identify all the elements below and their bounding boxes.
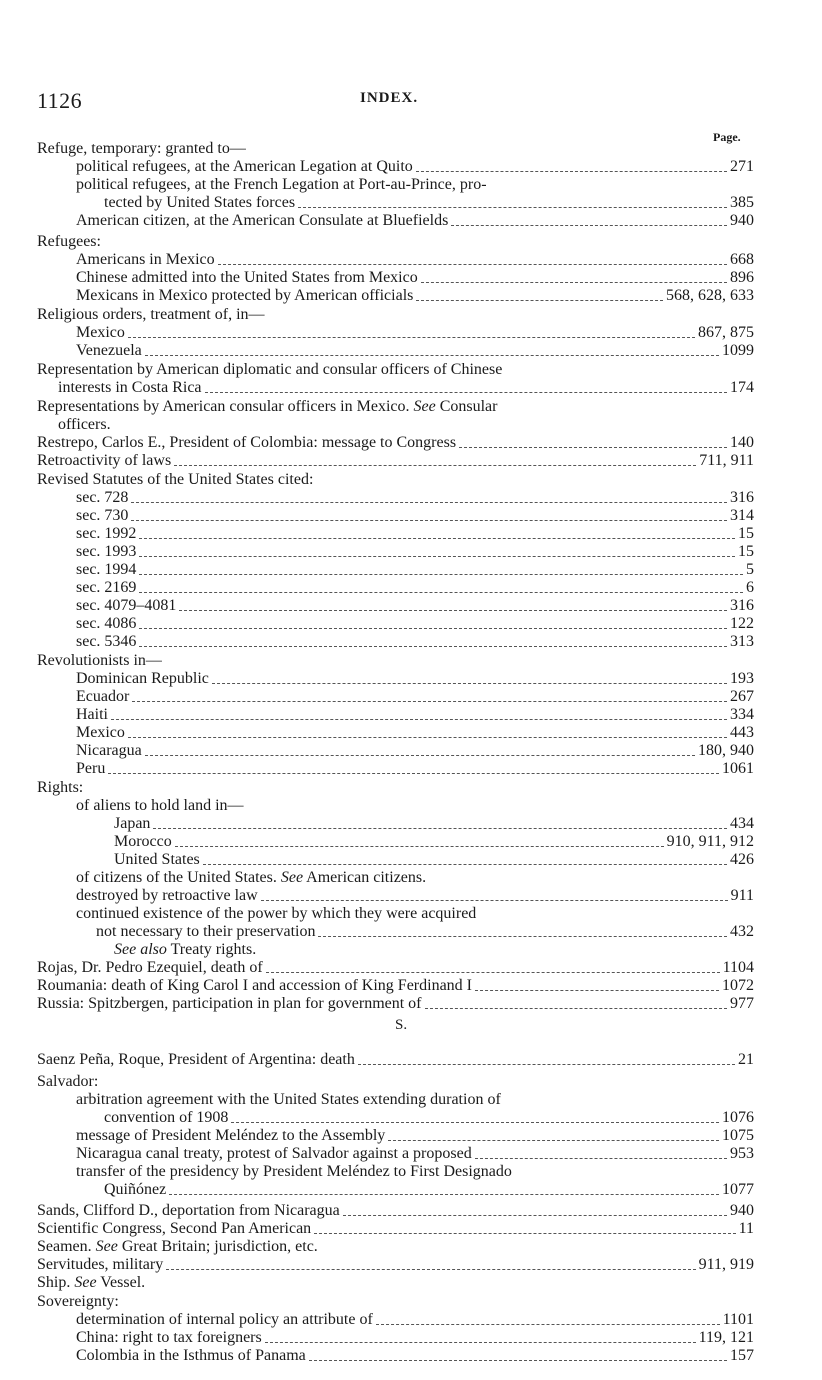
entry-text: Ecuador bbox=[76, 688, 130, 705]
entry-heading bbox=[58, 379, 202, 397]
page-reference: 1101 bbox=[722, 1311, 754, 1328]
page-reference: 180, 940 bbox=[698, 742, 754, 759]
index-entry bbox=[37, 471, 313, 489]
index-entry bbox=[58, 379, 754, 397]
dot-leader bbox=[139, 628, 727, 629]
index-entry bbox=[114, 851, 754, 869]
page-reference: 15 bbox=[738, 543, 754, 560]
index-entry bbox=[37, 1293, 119, 1311]
entry-heading bbox=[76, 724, 125, 742]
page-column-label: Page. bbox=[713, 130, 741, 144]
entry-heading bbox=[76, 1145, 472, 1163]
dot-leader bbox=[231, 1122, 719, 1123]
dot-leader bbox=[139, 538, 735, 539]
dot-leader bbox=[425, 1008, 727, 1009]
dot-leader bbox=[132, 701, 727, 702]
entry-heading bbox=[76, 525, 136, 543]
entry-text: Representations by American consular officers in Mexico. bbox=[37, 398, 410, 415]
entry-text: Refuge, temporary: granted to— bbox=[37, 140, 246, 157]
entry-heading bbox=[37, 959, 263, 977]
entry-heading bbox=[114, 833, 172, 851]
entry-text: Scientific Congress, Second Pan American bbox=[37, 1220, 312, 1237]
dot-leader bbox=[318, 936, 727, 937]
page-reference: 434 bbox=[730, 815, 754, 832]
entry-text: Mexico bbox=[76, 324, 125, 341]
entry-text: sec. 5346 bbox=[76, 633, 137, 650]
index-entry bbox=[114, 815, 754, 833]
page-reference: 267 bbox=[730, 688, 754, 705]
entry-text: Salvador: bbox=[37, 1073, 99, 1090]
dot-leader bbox=[421, 282, 727, 283]
index-entry bbox=[76, 251, 754, 269]
entry-heading bbox=[37, 779, 83, 797]
entry-text: Mexicans in Mexico protected by American officials bbox=[76, 287, 414, 304]
index-entry bbox=[76, 633, 754, 651]
page-reference: 896 bbox=[730, 269, 754, 286]
page-reference: 15 bbox=[738, 525, 754, 542]
dot-leader bbox=[174, 465, 696, 466]
index-entry bbox=[76, 525, 754, 543]
index-entry bbox=[37, 1238, 318, 1256]
dot-leader bbox=[128, 337, 695, 338]
dot-leader bbox=[314, 1233, 735, 1234]
index-entry bbox=[37, 233, 101, 251]
entry-text: Venezuela bbox=[76, 342, 142, 359]
entry-heading bbox=[76, 1347, 306, 1365]
entry-text: Representation by American diplomatic and consular officers of Chinese bbox=[37, 361, 503, 378]
entry-heading bbox=[76, 579, 136, 597]
entry-text: sec. 728 bbox=[76, 489, 129, 506]
entry-text: Sands, Clifford D., deportation from Nicaragua bbox=[37, 1202, 340, 1219]
page-reference: 314 bbox=[730, 507, 754, 524]
entry-text: Seamen. bbox=[37, 1238, 92, 1255]
page-reference: 313 bbox=[730, 633, 754, 650]
entry-text: Dominican Republic bbox=[76, 670, 209, 687]
entry-text: Servitudes, military bbox=[37, 1256, 164, 1273]
entry-text: sec. 2169 bbox=[76, 579, 137, 596]
index-entry bbox=[96, 923, 754, 941]
index-entry bbox=[76, 342, 754, 360]
dot-leader bbox=[343, 1215, 727, 1216]
entry-heading bbox=[37, 1051, 355, 1069]
see-reference: See bbox=[413, 398, 436, 415]
dot-leader bbox=[139, 646, 727, 647]
index-entry bbox=[76, 887, 754, 905]
index-entry bbox=[76, 1347, 754, 1365]
page-reference: 953 bbox=[730, 1145, 754, 1162]
dot-leader bbox=[145, 355, 719, 356]
entry-heading bbox=[76, 1163, 512, 1181]
entry-heading bbox=[114, 941, 256, 959]
entry-heading bbox=[37, 652, 162, 670]
entry-heading bbox=[76, 158, 413, 176]
index-entry bbox=[37, 361, 502, 379]
dot-leader bbox=[266, 972, 720, 973]
entry-heading bbox=[76, 489, 128, 507]
entry-heading bbox=[37, 1202, 340, 1220]
see-reference: See bbox=[280, 869, 304, 886]
index-entry bbox=[104, 1181, 754, 1199]
entry-text: sec. 1992 bbox=[76, 525, 137, 542]
dot-leader bbox=[265, 1342, 696, 1343]
page-reference: 1076 bbox=[722, 1109, 754, 1126]
index-entry bbox=[76, 176, 487, 194]
see-reference: See bbox=[95, 1238, 118, 1255]
entry-text: tected by United States forces bbox=[104, 194, 296, 211]
see-target: American citizens. bbox=[306, 869, 427, 886]
dot-leader bbox=[416, 300, 663, 301]
page-reference: 122 bbox=[730, 615, 754, 632]
dot-leader bbox=[139, 574, 743, 575]
index-entry bbox=[76, 507, 754, 525]
entry-heading bbox=[76, 742, 142, 760]
page-reference: 157 bbox=[730, 1347, 754, 1364]
index-entry bbox=[76, 797, 244, 815]
dot-leader bbox=[459, 447, 727, 448]
index-entry bbox=[114, 941, 256, 959]
entry-heading bbox=[76, 1091, 501, 1109]
entry-text: transfer of the presidency by President Meléndez to First Designado bbox=[76, 1163, 512, 1180]
entry-heading bbox=[37, 1274, 145, 1292]
dot-leader bbox=[205, 392, 727, 393]
entry-text: Revised Statutes of the United States cited: bbox=[37, 471, 314, 488]
page-reference: 711, 911 bbox=[699, 452, 754, 469]
entry-text: Religious orders, treatment of, in— bbox=[37, 306, 265, 323]
dot-leader bbox=[166, 1269, 695, 1270]
page-reference: 334 bbox=[730, 706, 754, 723]
index-entry bbox=[37, 140, 246, 158]
entry-text: political refugees, at the French Legation at Port-au-Prince, pro- bbox=[76, 176, 487, 193]
page-reference: 193 bbox=[730, 670, 754, 687]
entry-text: Colombia in the Isthmus of Panama bbox=[76, 1347, 306, 1364]
entry-text: Chinese admitted into the United States from Mexico bbox=[76, 269, 418, 286]
entry-text: convention of 1908 bbox=[104, 1109, 229, 1126]
dot-leader bbox=[475, 1158, 727, 1159]
page-reference: 977 bbox=[730, 995, 754, 1012]
page-reference: 432 bbox=[730, 923, 754, 940]
index-entry bbox=[37, 779, 83, 797]
entry-heading bbox=[104, 1109, 228, 1127]
entry-text: Americans in Mexico bbox=[76, 251, 215, 268]
page-reference: 6 bbox=[746, 579, 754, 596]
page-header bbox=[0, 0, 822, 144]
index-entry bbox=[76, 597, 754, 615]
index-entry bbox=[76, 1091, 501, 1109]
dot-leader bbox=[416, 171, 727, 172]
index-entry bbox=[37, 434, 754, 452]
index-entry bbox=[104, 1109, 754, 1127]
entry-text: Revolutionists in— bbox=[37, 652, 162, 669]
entry-text: China: right to tax foreigners bbox=[76, 1329, 262, 1346]
entry-heading bbox=[37, 995, 422, 1013]
dot-leader bbox=[169, 1194, 719, 1195]
dot-leader bbox=[358, 1064, 735, 1065]
index-entry bbox=[37, 1073, 98, 1091]
entry-heading bbox=[76, 760, 105, 778]
index-entry bbox=[76, 760, 754, 778]
entry-text: sec. 1994 bbox=[76, 561, 137, 578]
entry-heading bbox=[76, 688, 129, 706]
dot-leader bbox=[131, 502, 727, 503]
index-entry bbox=[76, 688, 754, 706]
entry-text: Morocco bbox=[114, 833, 172, 850]
dot-leader bbox=[145, 755, 695, 756]
index-entry bbox=[76, 489, 754, 507]
entry-text: determination of internal policy an attribute of bbox=[76, 1311, 373, 1328]
index-entry bbox=[58, 416, 111, 434]
index-entry bbox=[76, 324, 754, 342]
entry-heading bbox=[76, 1329, 262, 1347]
entry-text: destroyed by retroactive law bbox=[76, 887, 258, 904]
entry-heading bbox=[76, 342, 142, 360]
index-entry bbox=[76, 269, 754, 287]
index-entry bbox=[76, 1329, 754, 1347]
entry-heading bbox=[37, 1073, 98, 1091]
entry-text: sec. 4079–4081 bbox=[76, 597, 177, 614]
section-letter: S. bbox=[395, 1017, 408, 1033]
entry-text: Rojas, Dr. Pedro Ezequiel, death of bbox=[37, 959, 263, 976]
entry-heading bbox=[96, 923, 315, 941]
dot-leader bbox=[139, 556, 735, 557]
page-reference: 911 bbox=[730, 887, 754, 904]
dot-leader bbox=[111, 719, 727, 720]
page-reference: 1072 bbox=[722, 977, 754, 994]
index-entry bbox=[76, 287, 754, 305]
page-reference: 21 bbox=[738, 1051, 754, 1068]
see-reference: See bbox=[74, 1274, 97, 1291]
entry-heading bbox=[76, 869, 426, 887]
index-entry bbox=[37, 652, 162, 670]
entry-heading bbox=[37, 398, 497, 416]
dot-leader bbox=[131, 520, 727, 521]
dot-leader bbox=[128, 737, 727, 738]
see-target: Vessel. bbox=[100, 1274, 146, 1291]
page-reference: 443 bbox=[730, 724, 754, 741]
index-entry bbox=[37, 398, 497, 416]
page-reference: 910, 911, 912 bbox=[666, 833, 754, 850]
entry-heading bbox=[76, 670, 209, 688]
entry-text: Quiñónez bbox=[104, 1181, 167, 1198]
index-entry bbox=[37, 1220, 754, 1238]
dot-leader bbox=[218, 264, 727, 265]
entry-heading bbox=[37, 1238, 318, 1256]
entry-heading bbox=[114, 851, 200, 869]
entry-text: Nicaragua bbox=[76, 742, 142, 759]
page-reference: 140 bbox=[730, 434, 754, 451]
entry-heading bbox=[37, 140, 246, 158]
dot-leader bbox=[179, 610, 727, 611]
entry-text: sec. 730 bbox=[76, 507, 129, 524]
entry-heading bbox=[76, 543, 136, 561]
entry-text: political refugees, at the American Legation at Quito bbox=[76, 158, 413, 175]
entry-heading bbox=[76, 1311, 373, 1329]
index-entry bbox=[76, 579, 754, 597]
dot-leader bbox=[153, 828, 727, 829]
entry-heading bbox=[76, 615, 136, 633]
entry-heading bbox=[37, 306, 265, 324]
dot-leader bbox=[376, 1324, 720, 1325]
dot-leader bbox=[175, 846, 664, 847]
see-target: Consular bbox=[439, 398, 498, 415]
index-entry bbox=[37, 1051, 754, 1069]
entry-text: not necessary to their preservation bbox=[96, 923, 316, 940]
entry-text: Sovereignty: bbox=[37, 1293, 119, 1310]
page-reference: 911, 919 bbox=[698, 1256, 754, 1273]
entry-text: sec. 4086 bbox=[76, 615, 137, 632]
entry-heading bbox=[76, 269, 418, 287]
index-entry bbox=[76, 1163, 512, 1181]
index-entry bbox=[76, 724, 754, 742]
index-entry bbox=[104, 194, 754, 212]
entry-heading bbox=[76, 212, 448, 230]
entry-heading bbox=[37, 452, 171, 470]
entry-heading bbox=[37, 977, 472, 995]
entry-text: Ship. bbox=[37, 1274, 71, 1291]
entry-text: Saenz Peña, Roque, President of Argentina: death bbox=[37, 1051, 355, 1068]
index-entry bbox=[76, 615, 754, 633]
index-entry bbox=[37, 306, 265, 324]
entry-heading bbox=[76, 507, 128, 525]
page-reference: 316 bbox=[730, 489, 754, 506]
page-reference: 1099 bbox=[722, 342, 754, 359]
dot-leader bbox=[203, 864, 727, 865]
index-entry bbox=[37, 452, 754, 470]
page-reference: 11 bbox=[738, 1220, 754, 1237]
entry-text: Mexico bbox=[76, 724, 125, 741]
dot-leader bbox=[212, 683, 727, 684]
entry-heading bbox=[37, 1293, 119, 1311]
page-reference: 867, 875 bbox=[698, 324, 754, 341]
page-reference: 668 bbox=[730, 251, 754, 268]
entry-text: message of President Meléndez to the Assembly bbox=[76, 1127, 386, 1144]
page-reference: 1075 bbox=[722, 1127, 754, 1144]
see-reference: See also bbox=[114, 941, 167, 958]
index-entry bbox=[37, 995, 754, 1013]
dot-leader bbox=[108, 773, 719, 774]
index-entry bbox=[76, 869, 426, 887]
index-entry bbox=[76, 158, 754, 176]
entry-text: arbitration agreement with the United States extending duration of bbox=[76, 1091, 501, 1108]
entry-text: Refugees: bbox=[37, 233, 101, 250]
dot-leader bbox=[388, 1140, 719, 1141]
entry-heading bbox=[114, 815, 150, 833]
entry-text: Restrepo, Carlos E., President of Colombia: message to Congress bbox=[37, 434, 457, 451]
entry-heading bbox=[76, 706, 108, 724]
entry-heading bbox=[76, 287, 413, 305]
entry-text: Haiti bbox=[76, 706, 108, 723]
index-entry bbox=[37, 1274, 145, 1292]
dot-leader bbox=[261, 900, 728, 901]
index-entry bbox=[37, 959, 754, 977]
page-reference: 1104 bbox=[722, 959, 754, 976]
entry-heading bbox=[37, 1220, 311, 1238]
entry-text: Roumania: death of King Carol I and accession of King Ferdinand I bbox=[37, 977, 472, 994]
entry-heading bbox=[76, 561, 136, 579]
index-entry bbox=[37, 1256, 754, 1274]
page-reference: 119, 121 bbox=[698, 1329, 754, 1346]
entry-text: continued existence of the power by which they were acquired bbox=[76, 905, 477, 922]
entry-text: Retroactivity of laws bbox=[37, 452, 172, 469]
index-entry bbox=[76, 706, 754, 724]
entry-text: Peru bbox=[76, 760, 106, 777]
entry-text: officers. bbox=[58, 416, 111, 433]
page-reference: 940 bbox=[730, 1202, 754, 1219]
entry-text: American citizen, at the American Consulate at Bluefields bbox=[76, 212, 449, 229]
entry-text: Russia: Spitzbergen, participation in plan for government of bbox=[37, 995, 422, 1012]
index-entry bbox=[76, 1127, 754, 1145]
page-reference: 5 bbox=[746, 561, 754, 578]
entry-heading bbox=[58, 416, 111, 434]
index-entry bbox=[76, 1311, 754, 1329]
dot-leader bbox=[309, 1360, 727, 1361]
dot-leader bbox=[475, 990, 719, 991]
index-entry bbox=[76, 1145, 754, 1163]
entry-heading bbox=[37, 233, 101, 251]
entry-heading bbox=[76, 251, 215, 269]
entry-heading bbox=[76, 597, 176, 615]
index-entry bbox=[76, 212, 754, 230]
index-entry bbox=[37, 977, 754, 995]
entry-text: of citizens of the United States. bbox=[76, 869, 277, 886]
entry-heading bbox=[76, 633, 136, 651]
entry-heading bbox=[76, 797, 244, 815]
index-entry bbox=[76, 670, 754, 688]
index-entry bbox=[76, 561, 754, 579]
index-entry bbox=[76, 742, 754, 760]
page-reference: 316 bbox=[730, 597, 754, 614]
entry-text: Rights: bbox=[37, 779, 84, 796]
index-entry bbox=[37, 1202, 754, 1220]
page-reference: 1077 bbox=[722, 1181, 754, 1198]
entry-heading bbox=[76, 887, 258, 905]
entry-heading bbox=[37, 361, 502, 379]
entry-heading bbox=[76, 176, 487, 194]
entry-heading bbox=[76, 905, 476, 923]
page-reference: 426 bbox=[730, 851, 754, 868]
dot-leader bbox=[139, 592, 743, 593]
entry-heading bbox=[76, 1127, 385, 1145]
entry-heading bbox=[37, 471, 313, 489]
entry-heading bbox=[76, 324, 125, 342]
page-reference: 385 bbox=[730, 194, 754, 211]
page-reference: 271 bbox=[730, 158, 754, 175]
entry-text: sec. 1993 bbox=[76, 543, 137, 560]
entry-heading bbox=[104, 1181, 166, 1199]
entry-heading bbox=[104, 194, 295, 212]
page-reference: 568, 628, 633 bbox=[666, 287, 754, 304]
entry-text: Japan bbox=[114, 815, 151, 832]
entry-text: of aliens to hold land in— bbox=[76, 797, 244, 814]
page-reference: 1061 bbox=[722, 760, 754, 777]
page-reference: 174 bbox=[730, 379, 754, 396]
entry-heading bbox=[37, 434, 456, 452]
entry-text: interests in Costa Rica bbox=[58, 379, 202, 396]
see-target: Treaty rights. bbox=[170, 941, 257, 958]
index-entry bbox=[76, 543, 754, 561]
entry-text: Nicaragua canal treaty, protest of Salvador against a proposed bbox=[76, 1145, 472, 1162]
index-entry bbox=[76, 905, 476, 923]
running-head: INDEX. bbox=[360, 90, 419, 106]
page-number: 1126 bbox=[37, 88, 83, 113]
entry-text: United States bbox=[114, 851, 200, 868]
index-entry bbox=[114, 833, 754, 851]
entry-heading bbox=[37, 1256, 163, 1274]
dot-leader bbox=[451, 225, 727, 226]
dot-leader bbox=[298, 207, 727, 208]
page-reference: 940 bbox=[730, 212, 754, 229]
see-target: Great Britain; jurisdiction, etc. bbox=[121, 1238, 318, 1255]
